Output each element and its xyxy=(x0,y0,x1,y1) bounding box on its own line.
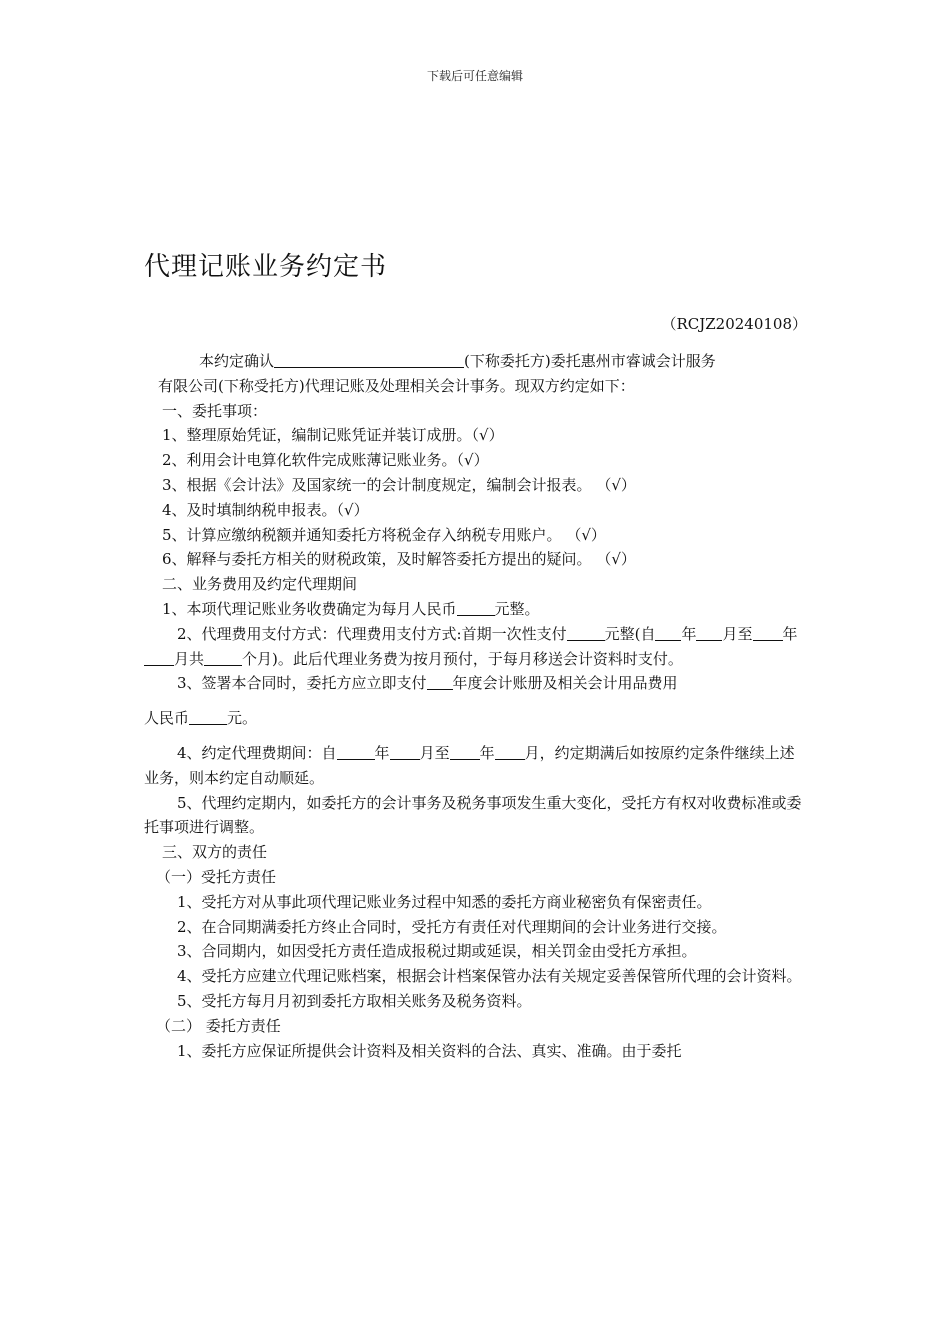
blank-monthly-fee xyxy=(457,599,495,616)
trustee-duty-item: 2、在合同期满委托方终止合同时，受托方有责任对代理期间的会计业务进行交接。 xyxy=(177,917,727,936)
section-1-item: 4、及时填制纳税申报表。（√） xyxy=(162,500,369,519)
intro-line-1 xyxy=(144,349,808,374)
client-duty-item: 1、委托方应保证所提供会计资料及相关资料的合法、真实、准确。由于委托 xyxy=(177,1041,682,1060)
payment-text: 月共 xyxy=(174,649,205,668)
fee-adjustment: 5、代理约定期内，如委托方的会计事务及税务事项发生重大变化，受托方有权对收费标准或委托事项进行调整。 xyxy=(144,793,802,837)
intro-text: 本约定确认 xyxy=(199,352,275,370)
signing-fee-amount xyxy=(144,706,808,731)
payment-text: 年 xyxy=(782,624,798,643)
trustee-duty-item: 5、受托方每月月初到委托方取相关账务及税务资料。 xyxy=(177,991,532,1010)
trustee-duty-item: 1、受托方对从事此项代理记账业务过程中知悉的委托方商业秘密负有保密责任。 xyxy=(177,892,712,911)
blank-months xyxy=(204,649,242,666)
blank-period-end-year xyxy=(450,743,480,760)
section-1-item: 6、解释与委托方相关的财税政策，及时解答委托方提出的疑问。 （√） xyxy=(162,550,636,569)
blank-start-year xyxy=(655,624,681,641)
section-1-heading: 一、委托事项： xyxy=(162,401,268,420)
blank-period-start-month xyxy=(390,743,420,760)
blank-period-end-month xyxy=(495,743,525,760)
section-1-item: 3、根据《会计法》及国家统一的会计制度规定，编制会计报表。 （√） xyxy=(162,475,636,494)
fee-monthly xyxy=(144,597,808,622)
payment-text: 2、代理费用支付方式：代理费用支付方式:首期一次性支付 xyxy=(177,624,567,643)
payment-text: 年 xyxy=(681,624,697,643)
agency-period-text: 条件继续上述业务，则本约定自动顺延。 xyxy=(144,743,795,787)
fee-monthly-unit: 元整。 xyxy=(494,599,540,618)
blank-period-start-year xyxy=(337,743,375,760)
document-title: 代理记账业务约定书 xyxy=(144,252,388,282)
blank-start-month xyxy=(696,624,722,641)
trustee-duty-item: 4、受托方应建立代理记账档案，根据会计档案保管办法有关规定妥善保管所代理的会计资料。 xyxy=(177,967,802,986)
agency-period-text: 年 xyxy=(374,743,390,762)
intro-text-cont: (下称委托方)委托惠州市睿诚会计服务 xyxy=(464,352,716,370)
agency-period-text: 年 xyxy=(479,743,495,762)
section-2-heading: 二、业务费用及约定代理期间 xyxy=(162,575,358,594)
document-body xyxy=(144,349,808,1063)
client-duty-heading: （二） 委托方责任 xyxy=(156,1016,281,1035)
blank-end-month xyxy=(144,649,174,666)
payment-text: 元整(自 xyxy=(604,624,656,643)
agency-period xyxy=(144,741,808,791)
blank-first-payment xyxy=(567,624,605,641)
section-1-item: 1、整理原始凭证，编制记账凭证并装订成册。（√） xyxy=(162,426,504,445)
header-note: 下载后可任意编辑 xyxy=(426,69,523,83)
signing-fee-unit: 元。 xyxy=(227,709,258,728)
blank-supplies-fee xyxy=(189,708,227,725)
document-code: （RCJZ20240108） xyxy=(661,315,807,333)
signing-fee-text: 年度会计账册及相关会计用品费用 xyxy=(452,674,678,693)
fee-monthly-text: 1、本项代理记账业务收费确定为每月人民币 xyxy=(162,599,457,618)
agency-period-text: 4、约定代理费期间：自 xyxy=(177,743,337,762)
payment-text: 个月)。此后代理业务费为按月预付，于每月移送会 xyxy=(242,649,578,668)
blank-end-year xyxy=(753,624,783,641)
blank-client-name xyxy=(274,351,464,368)
agency-period-text: 月至 xyxy=(419,743,450,762)
trustee-duty-heading: （一）受托方责任 xyxy=(156,867,277,886)
payment-text: 月至 xyxy=(722,624,753,643)
intro-line-2: 有限公司(下称受托方)代理记账及处理相关会计事务。现双方约定如下： xyxy=(158,376,635,395)
payment-method xyxy=(144,622,808,672)
trustee-duty-item: 3、合同期内，如因受托方责任造成报税过期或延误，相关罚金由受托方承担。 xyxy=(177,942,697,961)
blank-year xyxy=(427,673,453,690)
payment-text: 计资料时支付。 xyxy=(577,649,683,668)
agency-period-text: 月，约定期满后如按原约定 xyxy=(524,743,705,762)
signing-fee-text: 3、签署本合同时，委托方应立即支付 xyxy=(177,674,427,693)
section-1-item: 5、计算应缴纳税额并通知委托方将税金存入纳税专用账户。 （√） xyxy=(162,525,606,544)
section-1-item: 2、利用会计电算化软件完成账薄记账业务。（√） xyxy=(162,451,489,470)
section-3-heading: 三、双方的责任 xyxy=(162,843,268,862)
signing-fee xyxy=(144,671,808,696)
signing-fee-text: 人民币 xyxy=(144,709,190,728)
